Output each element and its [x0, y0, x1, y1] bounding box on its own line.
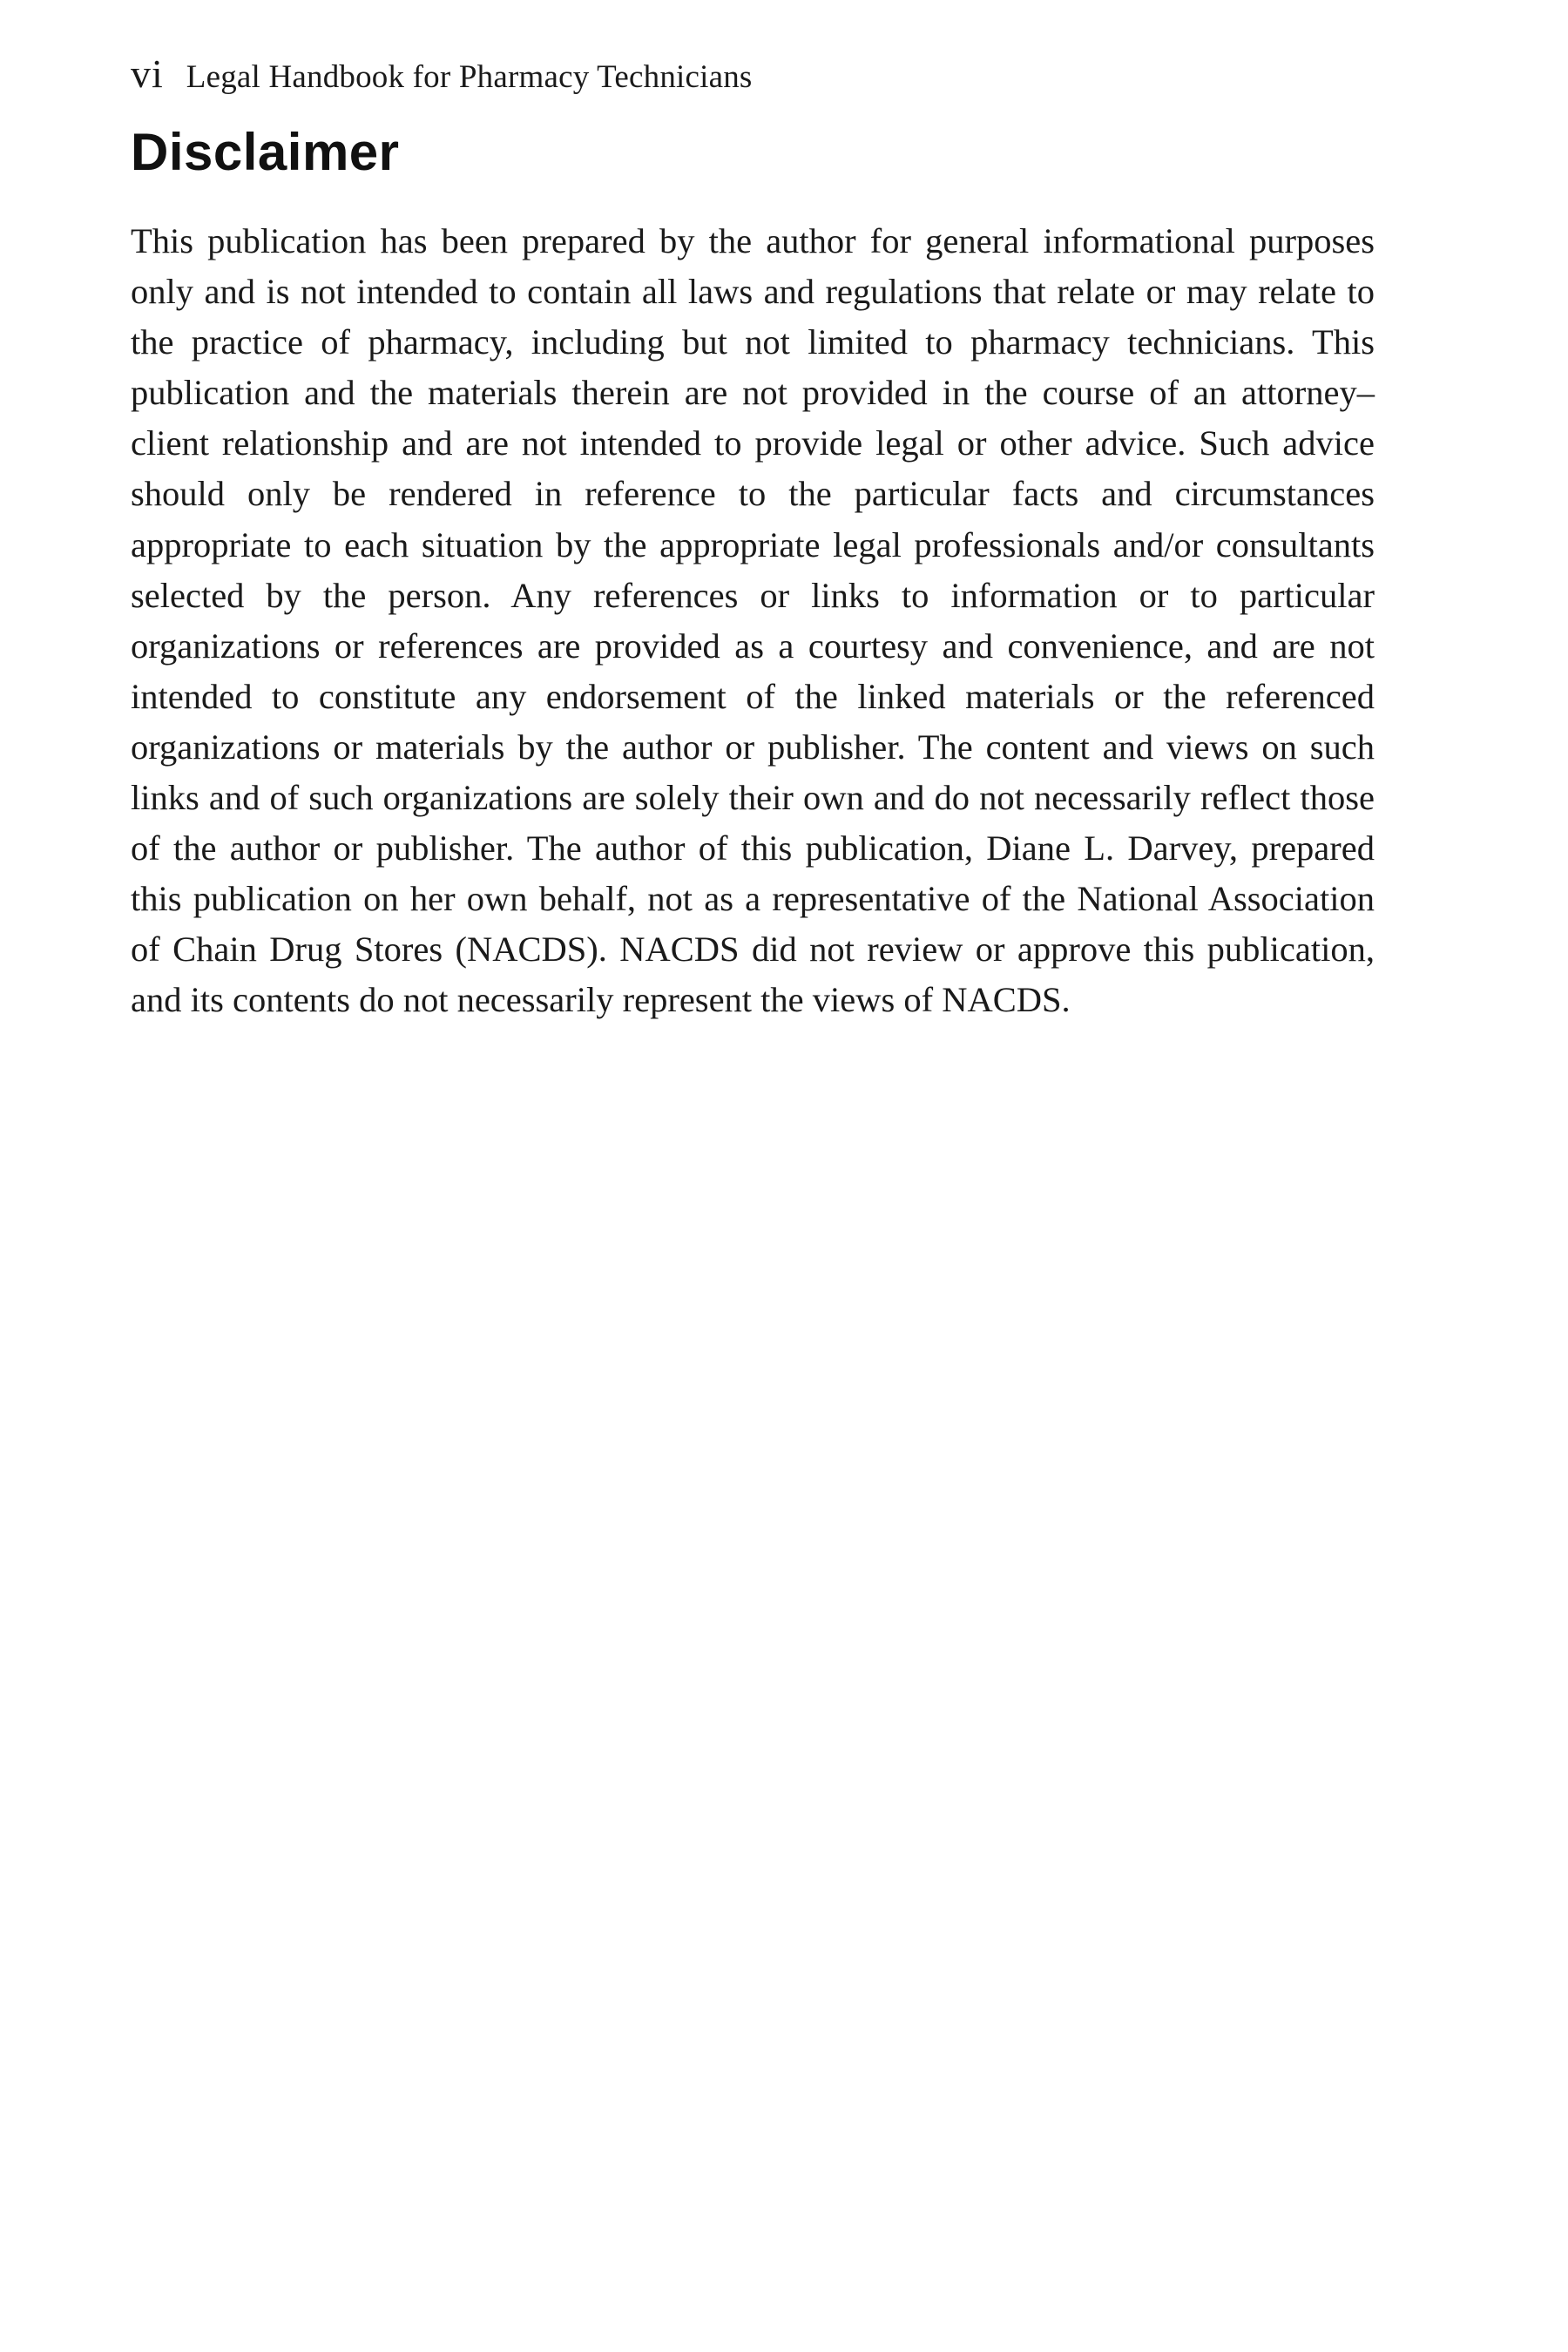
section-heading: Disclaimer [131, 123, 400, 181]
running-head [131, 51, 753, 103]
disclaimer-paragraph: This publication has been prepared by the author for general informational purposes only and is not intended to contain all laws and regulations that relate or may relate to the practice of pharmacy, including but not limited to pharmacy technicians. This publication and the materials therein are not provided in the course of an attorney–client relationship and are not intended to provide legal or other advice. Such advice should only be rendered in reference to the particular facts and circumstances appropriate to each situation by the appropriate legal professionals and/or consultants selected by the person. Any references or links to information or to particular organizations or references are provided as a courtesy and convenience, and are not intended to constitute any endorsement of the linked materials or the referenced organizations or materials by the author or publisher. The content and views on such links and of such organizations are solely their own and do not necessarily reflect those of the author or publisher. The author of this publication, Diane L. Darvey, prepared this publication on her own behalf, not as a representative of the National Association of Chain Drug Stores (NACDS). NACDS did not review or approve this publication, and its contents do not necessarily represent the views of NACDS. [131, 221, 1375, 1020]
page-number: vi [131, 51, 164, 96]
book-title: Legal Handbook for Pharmacy Technicians [186, 59, 753, 95]
